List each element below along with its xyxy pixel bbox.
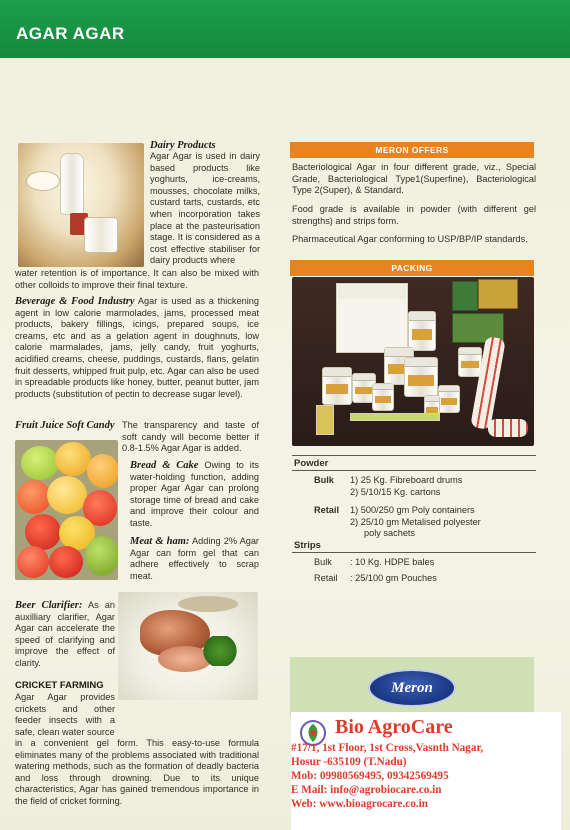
meat-text: Adding 2% Agar Agar can form gel that can adhere effectively to scrap meat. [130, 536, 259, 581]
beer-section [15, 600, 115, 670]
retail-label: Retail [314, 505, 340, 515]
packing-spec-table [292, 456, 536, 586]
strips-divider [292, 552, 536, 553]
bread-heading: Bread & Cake [130, 460, 199, 471]
bulk-line: 2) 5/10/15 Kg. cartons [350, 487, 441, 497]
page-header [0, 0, 570, 58]
powder-retail-row [292, 528, 536, 540]
offer-item: Food grade is available in powder (with different gel strengths) and strips form. [292, 204, 536, 226]
meron-logo-panel [290, 657, 534, 717]
juice-heading: Fruit Juice Soft Candy [15, 420, 115, 431]
retail-line: poly sachets [364, 528, 416, 538]
strips-retail-value: : 25/100 gm Pouches [350, 573, 437, 583]
dairy-text: Agar Agar is used in dairy based products like yoghurts, ice-creams, mousses, chocolate milks, custard tarts, custards, etc when incorporation takes place at the pasteurisation stage. It is considered as a cost effective stabiliser for dairy products where [150, 151, 260, 266]
bread-section [130, 460, 259, 530]
powder-retail-row [292, 505, 536, 517]
dairy-paragraph-top [150, 140, 260, 152]
roast-meat-image [118, 592, 258, 700]
dairy-heading: Dairy Products [150, 140, 216, 151]
cricket-text-continued: in a convenient gel form. This easy-to-use formula eliminates many of the problems associated with traditional watering methods, such as the formation of deadly bacteria and loss through drowning. Due to its unique characteristics, Agar has gained tremendous importance in the field of cricket forming. [15, 738, 259, 806]
cricket-text: Agar Agar provides crickets and other feeder insects with a safe, clean water source [15, 692, 115, 737]
strips-retail-row [292, 573, 536, 585]
candy-image [15, 440, 118, 580]
strips-retail-label: Retail [314, 573, 338, 583]
strips-bulk-row [292, 557, 536, 569]
packing-bar: PACKING [290, 260, 534, 276]
bulk-line: 1) 25 Kg. Fibreboard drums [350, 475, 463, 485]
meat-heading: Meat & ham: [130, 536, 190, 547]
meat-section [130, 536, 259, 582]
retail-line: 1) 500/250 gm Poly containers [350, 505, 475, 515]
beer-text: As an auxilliary clarifier, Agar Agar can accelerate the speed of clarifying and improve the effect of clarity. [15, 600, 116, 668]
dairy-products-image [18, 143, 144, 267]
web-line: Web: www.bioagrocare.co.in [291, 798, 428, 810]
powder-heading: Powder [294, 458, 329, 469]
mobile-line: Mob: 09980569495, 09342569495 [291, 770, 449, 782]
address-line: Hosur -635109 (T.Nadu) [291, 756, 407, 768]
meron-logo: Meron [368, 669, 456, 707]
offer-item: Pharmaceutical Agar conforming to USP/BP/IP standards. [292, 234, 528, 244]
strips-bulk-label: Bulk [314, 557, 332, 567]
packing-products-image [292, 277, 534, 446]
beverage-section [15, 296, 259, 400]
cricket-heading: CRICKET FARMING [15, 680, 104, 691]
retail-line: 2) 25/10 gm Metalised polyester [350, 517, 481, 527]
powder-bulk-row [292, 487, 536, 499]
juice-text: The transparency and taste of soft candy will become better if 0.8-1.5% Agar Agar is added. [122, 420, 259, 454]
cricket-heading-row [15, 680, 115, 692]
beverage-heading: Beverage & Food Industry [15, 296, 135, 307]
beverage-text: Agar is used as a thickening agent in low calorie marmolades, jams, processed meat products, bakery fillings, icings, prepared soups, ice creams, etc and as a gelation agent in doughnuts, low calorie marmalades, jams, jelly candy, fruit yoghurts, acidified creams, cheese, puddings, custards, flans, gelatin fruit desserts, whipped fruit pulp, etc. Agar can also be used in spreadable products like honey, butter, peanut butter, jam products (substitution of pectin to decrease sugar level). [15, 296, 259, 399]
offer-item: Bacteriological Agar in four different grade, viz., Special Grade, Bacteriological Type1(Superfine), Bacteriological Type 2(Super), & Standard. [292, 162, 536, 196]
strips-heading: Strips [294, 540, 321, 551]
contact-card [291, 712, 561, 830]
beer-heading: Beer Clarifier: [15, 600, 83, 611]
bulk-label: Bulk [314, 475, 334, 485]
meron-offers-bar: MERON OFFERS [290, 142, 534, 158]
dairy-text-continued: water retention is of importance. It can also be mixed with other colloids to improve their final texture. [15, 268, 259, 290]
page-title: AGAR AGAR [16, 24, 125, 43]
email-line: E Mail: info@agrobiocare.co.in [291, 784, 442, 796]
company-name: Bio AgroCare [335, 716, 453, 738]
bread-text: Owing to its water-holding function, adding proper Agar Agar can prolong storage time of bread and cake and improve their colour and taste. [130, 460, 259, 528]
address-line: #17/1, 1st Floor, 1st Cross,Vasnth Nagar, [291, 742, 484, 754]
powder-divider [292, 470, 536, 471]
powder-bulk-row [292, 475, 536, 487]
strips-bulk-value: : 10 Kg. HDPE bales [350, 557, 435, 567]
